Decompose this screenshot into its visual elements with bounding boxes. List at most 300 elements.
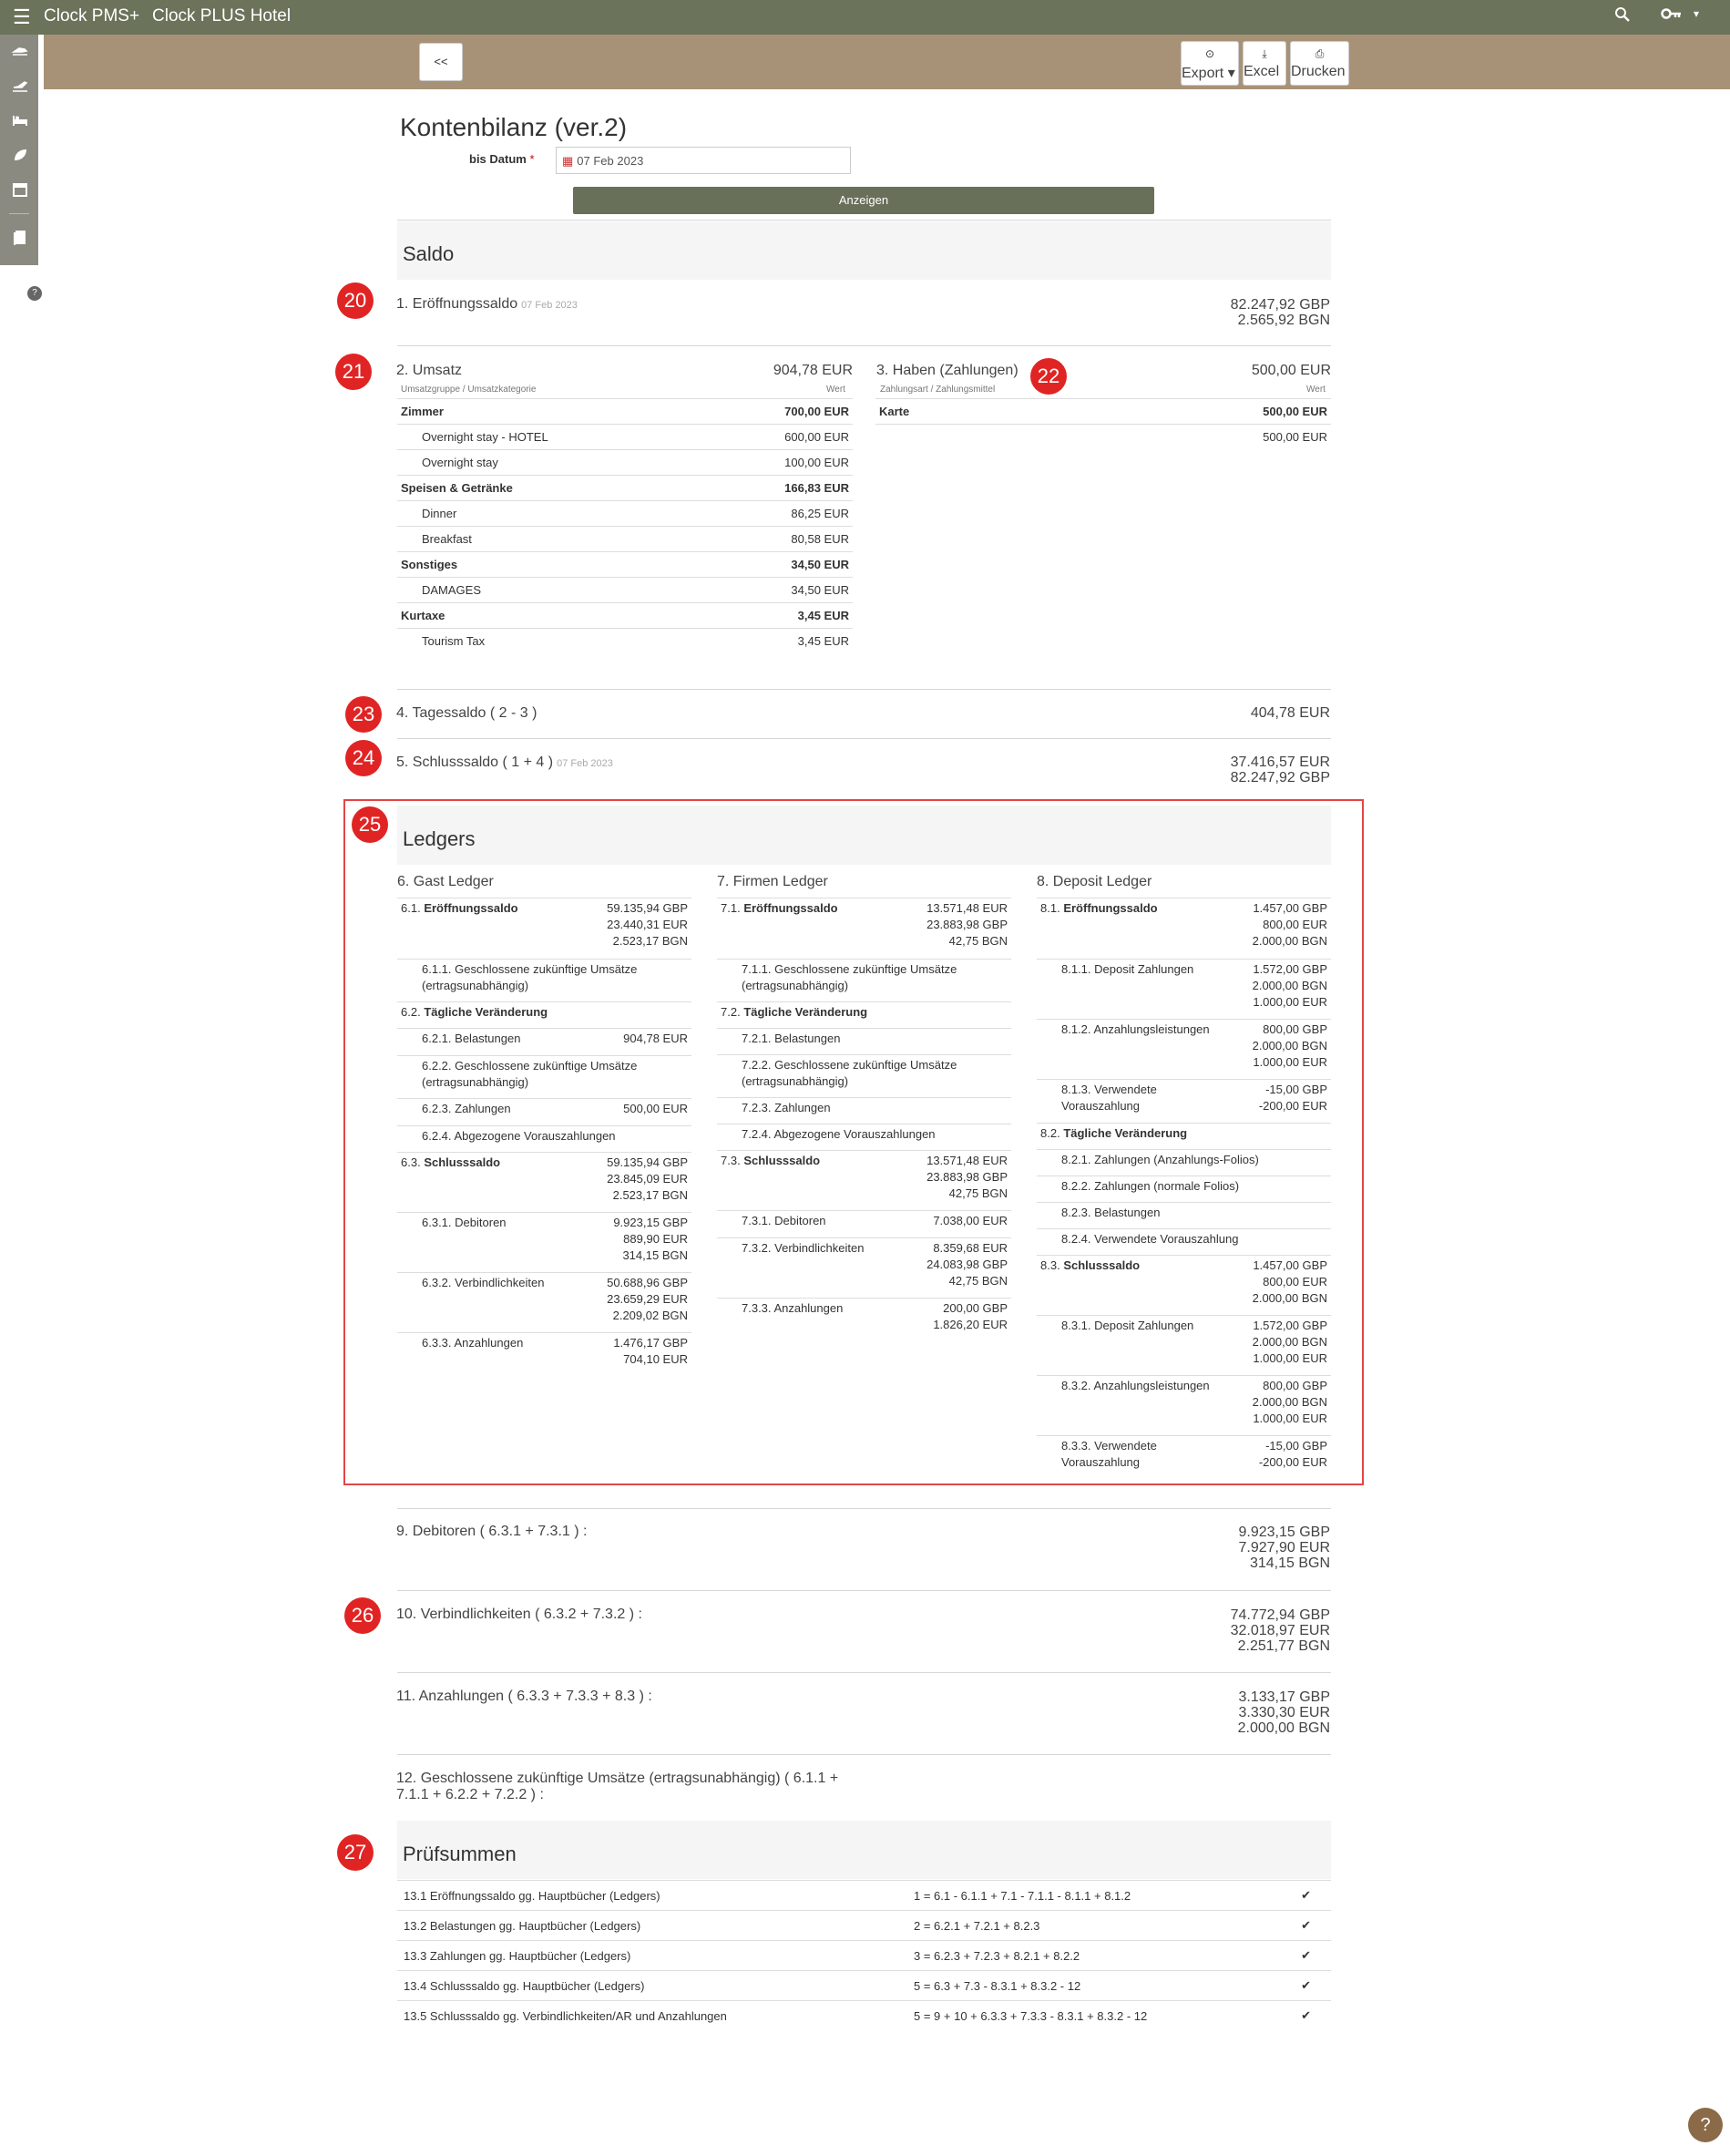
ledger-row-name (1040, 1205, 1298, 1221)
ledger-row-number: 8.3. (1040, 1258, 1060, 1272)
show-button[interactable]: Anzeigen (573, 187, 1154, 214)
ledger-row-number: 7.3.2. (742, 1241, 772, 1255)
value: 1.572,00 GBP (1253, 962, 1327, 976)
value: 314,15 BGN (622, 1248, 688, 1262)
ledger-row-name (1040, 1178, 1298, 1195)
ledger-row-values (1253, 1378, 1327, 1427)
value: 2.000,00 BGN (1237, 1720, 1330, 1736)
deposits-label: 11. Anzahlungen ( 6.3.3 + 7.3.3 + 8.3 ) : (396, 1689, 652, 1704)
date-value: 07 Feb 2023 (577, 154, 644, 168)
ledger-row-name (721, 900, 889, 917)
row-name: DAMAGES (397, 578, 708, 603)
ledger-row-values (926, 900, 1008, 950)
value: 1.000,00 EUR (1253, 1351, 1327, 1365)
payments-total: 500,00 EUR (1251, 363, 1331, 378)
ledger-row-number: 8.2. (1040, 1126, 1060, 1140)
table-row (397, 629, 853, 654)
export-button[interactable] (1181, 41, 1239, 86)
ledger-row (717, 898, 1011, 959)
value: 1.457,00 GBP (1253, 901, 1327, 915)
ledger-row-label: Zahlungen (455, 1102, 511, 1115)
ledger-row-label: Abgezogene Vorauszahlungen (773, 1127, 936, 1141)
table-row (397, 450, 853, 476)
row-name: Speisen & Getränke (397, 476, 708, 501)
row-value: 500,00 EUR (1032, 425, 1331, 450)
ledger-row-name (401, 1031, 590, 1047)
ledger-row-label: Anzahlungsleistungen (1093, 1379, 1210, 1392)
ledger-row (717, 1124, 1011, 1150)
value: 2.000,00 BGN (1252, 934, 1327, 948)
ledger-row-number: 6.3.1. (422, 1216, 452, 1229)
value: 2.000,00 BGN (1252, 1395, 1327, 1409)
row-name: Overnight stay - HOTEL (397, 425, 708, 450)
ledger-row (397, 1332, 691, 1376)
table-group-row (397, 399, 853, 425)
check-row (397, 2001, 1331, 2031)
divider (397, 738, 1331, 739)
ledger-row-label: Verwendete Vorauszahlung (1094, 1232, 1239, 1246)
ledger-row-number: 7.1.1. (742, 962, 772, 976)
row-value: 166,83 EUR (708, 476, 853, 501)
date-field[interactable] (556, 147, 851, 174)
ledger-row-name (721, 1153, 889, 1169)
value: 82.247,92 GBP (1230, 770, 1330, 785)
ledger-row-label: Abgezogene Vorauszahlungen (454, 1129, 616, 1143)
ledger-row (1037, 1315, 1331, 1375)
value: 23.845,09 EUR (607, 1172, 688, 1186)
ledger-row (717, 1054, 1011, 1097)
ledger-row-name (401, 1275, 590, 1291)
value: 42,75 BGN (948, 1186, 1008, 1200)
export-label: Export ▾ (1182, 66, 1235, 81)
value: -15,00 GBP (1265, 1083, 1327, 1096)
value: 1.000,00 EUR (1253, 1412, 1327, 1425)
ledger-row-number: 8.1.1. (1061, 962, 1091, 976)
ledger-row-number: 8.2.1. (1061, 1153, 1091, 1166)
required-mark: * (529, 152, 535, 166)
ledger-row-label: Verbindlichkeiten (455, 1276, 545, 1289)
ledger-row-label: Tägliche Veränderung (743, 1005, 868, 1019)
table-group-row (397, 552, 853, 578)
ledger-row-label: Schlusssaldo (1063, 1258, 1141, 1272)
export-icon: ⊙ (1204, 47, 1215, 60)
value: 74.772,94 GBP (1230, 1607, 1330, 1623)
ledger-row (717, 1150, 1011, 1210)
ledger-row-values (607, 1275, 688, 1324)
ledger-row-number: 7.2.1. (742, 1032, 772, 1045)
ledger-row-label: Eröffnungssaldo (424, 901, 518, 915)
value: 13.571,48 EUR (926, 1154, 1008, 1167)
daily-balance-value: 404,78 EUR (1250, 705, 1330, 721)
value: 2.000,00 BGN (1252, 979, 1327, 992)
row-name: Overnight stay (397, 450, 708, 476)
ledger-row-label: Eröffnungssaldo (1063, 901, 1158, 915)
value: 9.923,15 GBP (1238, 1525, 1330, 1540)
ledger-row-label: Debitoren (774, 1214, 826, 1227)
ledger-row-label: Geschlossene zukünftige Umsätze (ertragsunabhängig) (422, 962, 638, 992)
ledger-row-name (401, 1155, 569, 1171)
value: 904,78 EUR (623, 1032, 688, 1045)
check-formula: 5 = 6.3 + 7.3 - 8.3.1 + 8.3.2 - 12 (907, 1971, 1276, 2001)
ledger-row (397, 959, 691, 1001)
value: 24.083,98 GBP (926, 1258, 1008, 1271)
ledger-row-name (1040, 900, 1209, 917)
liabilities-values (1148, 1607, 1330, 1654)
ledger-row-label: Zahlungen (774, 1101, 831, 1114)
ledger-row-label: Anzahlungen (454, 1336, 524, 1350)
ledger-row-number: 7.3.1. (742, 1214, 772, 1227)
row-value: 80,58 EUR (708, 527, 853, 552)
ledger-row-number: 6.2.1. (422, 1032, 452, 1045)
ledger-row-number: 8.1.3. (1061, 1083, 1091, 1096)
row-value: 34,50 EUR (708, 578, 853, 603)
book-icon[interactable] (10, 230, 30, 248)
marker-badge: 25 (352, 806, 388, 843)
ledger-row-number: 6.3.2. (422, 1276, 452, 1289)
ledger-row-values (607, 1155, 688, 1204)
ledger-row (1037, 1228, 1331, 1255)
checks-header (397, 1821, 1331, 1879)
ledger-row (397, 1212, 691, 1272)
row-value: 86,25 EUR (708, 501, 853, 527)
revenue-label: 2. Umsatz (396, 363, 463, 378)
ledger-row-values (1253, 1318, 1327, 1367)
ledger-row-number: 7.2.2. (742, 1058, 772, 1072)
ledger-row-name (721, 1031, 978, 1047)
ledger-row (717, 1028, 1011, 1054)
ledger-row-number: 8.2.3. (1061, 1206, 1091, 1219)
closing-balance-values (1148, 755, 1330, 785)
liabilities-label: 10. Verbindlichkeiten ( 6.3.2 + 7.3.2 ) : (396, 1607, 642, 1622)
value: 2.523,17 BGN (612, 1188, 688, 1202)
ledger-row-name (1040, 961, 1230, 978)
ledger-row-name (721, 1004, 957, 1021)
check-formula: 1 = 6.1 - 6.1.1 + 7.1 - 7.1.1 - 8.1.1 + 8.1.2 (907, 1881, 1276, 1911)
ledgers-header (397, 806, 1331, 865)
ledger-row-label: Belastungen (774, 1032, 841, 1045)
marker-badge: 27 (337, 1834, 374, 1871)
divider (397, 345, 1331, 346)
ledger-row-number: 6.2.4. (422, 1129, 452, 1143)
ledger-row-number: 6.2. (401, 1005, 421, 1019)
bed-icon[interactable] (10, 113, 30, 131)
check-row (397, 1941, 1331, 1971)
ledger-row (397, 1272, 691, 1332)
table-row (397, 527, 853, 552)
app-name[interactable]: Clock PMS+ (44, 6, 140, 26)
ledger-row (717, 1097, 1011, 1124)
date-label (469, 152, 535, 166)
value: 82.247,92 GBP (1230, 297, 1330, 313)
ledger-row-values (1253, 900, 1327, 950)
ledger-row-label: Deposit Zahlungen (1094, 962, 1194, 976)
excel-button[interactable] (1243, 41, 1286, 86)
value: 2.000,00 BGN (1252, 1039, 1327, 1052)
check-mark-icon: ✔ (1276, 1911, 1331, 1941)
saldo-header (397, 221, 1331, 280)
ledger-row-label: Schlusssaldo (743, 1154, 821, 1167)
daily-balance-label: 4. Tagessaldo ( 2 - 3 ) (396, 705, 537, 721)
ledger-row-name (721, 1126, 978, 1143)
ledger-row-values (623, 1031, 688, 1047)
value: 1.000,00 EUR (1253, 1055, 1327, 1069)
check-formula: 2 = 6.2.1 + 7.2.1 + 8.2.3 (907, 1911, 1276, 1941)
check-name: 13.3 Zahlungen gg. Hauptbücher (Ledgers) (397, 1941, 907, 1971)
value: -200,00 EUR (1258, 1455, 1327, 1469)
row-name: Zimmer (397, 399, 708, 425)
ledgers-title: Ledgers (403, 827, 476, 850)
ledger-row (717, 1298, 1011, 1341)
payments-col-value: Wert (1306, 385, 1326, 395)
value: 2.209,02 BGN (612, 1309, 688, 1322)
value: 23.883,98 GBP (926, 1170, 1008, 1184)
deposits-values (1148, 1689, 1330, 1736)
print-button[interactable] (1290, 41, 1349, 86)
calendar-icon: ▦ (562, 154, 574, 168)
ledger-row-label: Verwendete Vorauszahlung (1061, 1083, 1157, 1113)
ledger-row-name (401, 961, 659, 994)
deposit-ledger (1037, 873, 1331, 1479)
ledger-row (1037, 1149, 1331, 1176)
ledger-row-label: Tägliche Veränderung (424, 1005, 548, 1019)
value: 3.133,17 GBP (1238, 1689, 1330, 1705)
ledger-row (1037, 959, 1331, 1019)
value: 800,00 GBP (1263, 1022, 1327, 1036)
back-button[interactable]: << (419, 43, 463, 81)
ledger-row-name (721, 1300, 910, 1317)
divider (397, 1672, 1331, 1673)
ledger-row-values (1253, 1022, 1327, 1071)
ledger-row (397, 1001, 691, 1028)
ledger-row (1037, 1255, 1331, 1315)
value: 2.523,17 BGN (612, 934, 688, 948)
ledger-row-number: 7.2.3. (742, 1101, 772, 1114)
ledger-row-label: Schlusssaldo (424, 1155, 501, 1169)
help-button[interactable]: ? (1688, 2108, 1723, 2142)
payments-table (875, 398, 1331, 450)
ledger-row-number: 7.1. (721, 901, 741, 915)
row-name (875, 425, 1032, 450)
ledger-row (397, 1055, 691, 1098)
chevron-down-icon[interactable]: ▾ (1694, 7, 1700, 20)
menu-icon[interactable]: ☰ (13, 5, 31, 28)
value: 9.923,15 GBP (613, 1216, 688, 1229)
leaf-icon[interactable] (10, 148, 30, 166)
ledger-row-name (1040, 1378, 1230, 1394)
table-group-row (397, 603, 853, 629)
ledger-row-number: 8.1.2. (1061, 1022, 1091, 1036)
ledger-row-name (401, 1058, 659, 1091)
check-mark-icon: ✔ (1276, 1941, 1331, 1971)
value: 800,00 GBP (1263, 1379, 1327, 1392)
table-row (397, 501, 853, 527)
ledger-row-number: 6.1. (401, 901, 421, 915)
row-name: Tourism Tax (397, 629, 708, 654)
company-ledger-title: 7. Firmen Ledger (717, 873, 1011, 898)
ledger-row (1037, 898, 1331, 959)
value: 2.000,00 BGN (1252, 1291, 1327, 1305)
value: -15,00 GBP (1265, 1439, 1327, 1453)
ledger-row (1037, 1375, 1331, 1435)
ledger-row-name (721, 1100, 978, 1116)
value: 59.135,94 GBP (607, 901, 688, 915)
checks-table (397, 1880, 1331, 2031)
row-name: Dinner (397, 501, 708, 527)
key-icon[interactable] (1661, 5, 1683, 27)
ledger-row-label: Zahlungen (Anzahlungs-Folios) (1094, 1153, 1259, 1166)
ledger-row-name (1040, 1082, 1230, 1114)
value: 42,75 BGN (948, 934, 1008, 948)
revenue-col-value: Wert (826, 385, 845, 395)
row-name: Karte (875, 399, 1032, 425)
ledger-row-label: Belastungen (1094, 1206, 1161, 1219)
ledger-row (397, 898, 691, 959)
ledger-row-values (613, 1215, 688, 1264)
marker-badge: 24 (345, 740, 382, 776)
ledger-row-label: Eröffnungssaldo (743, 901, 838, 915)
opening-balance-text: 1. Eröffnungssaldo (396, 296, 518, 312)
ledger-row (1037, 1019, 1331, 1079)
revenue-total: 904,78 EUR (773, 363, 853, 378)
opening-balance-date: 07 Feb 2023 (521, 300, 578, 311)
arrival-icon[interactable] (10, 44, 30, 62)
hotel-name[interactable]: Clock PLUS Hotel (152, 6, 292, 26)
value: 889,90 EUR (623, 1232, 688, 1246)
checks-title: Prüfsummen (403, 1843, 517, 1865)
future-revenue-line: 12. Geschlossene zukünftige Umsätze (ertragsunabhängig) ( 6.1.1 + (396, 1771, 839, 1786)
toolbar (44, 35, 1730, 89)
calendar-icon[interactable] (10, 182, 30, 200)
value: 2.251,77 BGN (1237, 1638, 1330, 1654)
closing-balance-date: 07 Feb 2023 (557, 758, 613, 769)
top-bar (0, 0, 1730, 35)
ledger-row (717, 959, 1011, 1001)
excel-label: Excel (1244, 64, 1280, 79)
closing-balance-text: 5. Schlusssaldo ( 1 + 4 ) (396, 755, 554, 770)
ledger-row-values (1253, 961, 1327, 1011)
value: 23.659,29 EUR (607, 1292, 688, 1306)
ledger-row (397, 1152, 691, 1212)
ledger-row-name (721, 1213, 910, 1229)
opening-balance-label (396, 296, 578, 313)
value: -200,00 EUR (1258, 1099, 1327, 1113)
ledger-row (1037, 1176, 1331, 1202)
ledger-row-number: 6.2.3. (422, 1102, 452, 1115)
value: 2.565,92 BGN (1237, 313, 1330, 328)
ledger-row-number: 7.3. (721, 1154, 741, 1167)
value: 1.457,00 GBP (1253, 1258, 1327, 1272)
ledger-row-label: Zahlungen (normale Folios) (1094, 1179, 1240, 1193)
future-revenue-label (396, 1771, 838, 1803)
check-formula: 5 = 9 + 10 + 6.3.3 + 7.3.3 - 8.3.1 + 8.3.2 - 12 (907, 2001, 1276, 2031)
ledger-row-name (401, 1101, 590, 1117)
saldo-title: Saldo (403, 242, 455, 265)
table-group-row (397, 476, 853, 501)
value: 23.883,98 GBP (926, 918, 1008, 931)
date-label-text: bis Datum (469, 152, 527, 166)
ledger-row-label: Belastungen (455, 1032, 521, 1045)
row-value: 500,00 EUR (1032, 399, 1331, 425)
guest-ledger-title: 6. Gast Ledger (397, 873, 691, 898)
ledger-row-label: Debitoren (455, 1216, 507, 1229)
departure-icon[interactable] (10, 78, 30, 97)
check-mark-icon: ✔ (1276, 1881, 1331, 1911)
check-row (397, 1881, 1331, 1911)
sidebar (0, 35, 38, 298)
ledger-row-label: Tägliche Veränderung (1063, 1126, 1188, 1140)
ledger-row-values (1259, 1082, 1327, 1114)
value: 1.476,17 GBP (613, 1336, 688, 1350)
ledger-row-values (1259, 1438, 1327, 1471)
deposit-ledger-title: 8. Deposit Ledger (1037, 873, 1331, 898)
ledger-row-number: 7.3.3. (742, 1301, 772, 1315)
ledger-row-values (623, 1101, 688, 1117)
opening-balance-values (1148, 297, 1330, 328)
check-mark-icon: ✔ (1276, 2001, 1331, 2031)
row-value: 600,00 EUR (708, 425, 853, 450)
value: 37.416,57 EUR (1230, 755, 1330, 770)
ledger-row-name (1040, 1022, 1230, 1038)
ledger-row (397, 1098, 691, 1125)
marker-badge: 23 (345, 696, 382, 733)
check-row (397, 1971, 1331, 2001)
ledger-row-number: 8.2.2. (1061, 1179, 1091, 1193)
ledger-row-values (607, 900, 688, 950)
divider (397, 220, 1331, 221)
future-revenue-line: 7.1.1 + 6.2.2 + 7.2.2 ) : (396, 1787, 544, 1802)
check-row (397, 1911, 1331, 1941)
ledger-row-label: Geschlossene zukünftige Umsätze (ertragsunabhängig) (742, 1058, 957, 1088)
value: 42,75 BGN (948, 1274, 1008, 1288)
ledger-row-number: 8.3.1. (1061, 1319, 1091, 1332)
ledger-row-values (926, 1153, 1008, 1202)
revenue-col-category: Umsatzgruppe / Umsatzkategorie (401, 385, 537, 395)
ledger-row-values (926, 1240, 1008, 1289)
divider (397, 1754, 1331, 1755)
ledger-row-name (721, 1240, 910, 1257)
ledger-row-number: 7.2.4. (742, 1127, 772, 1141)
ledger-row-number: 6.1.1. (422, 962, 452, 976)
ledger-row-label: Anzahlungen (773, 1301, 844, 1315)
ledger-row-name (401, 900, 569, 917)
check-mark-icon: ✔ (1276, 1971, 1331, 2001)
table-row (397, 578, 853, 603)
search-icon[interactable] (1614, 6, 1631, 28)
value: 1.572,00 GBP (1253, 1319, 1327, 1332)
table-group-row (875, 399, 1331, 425)
value: 704,10 EUR (623, 1352, 688, 1366)
help-icon[interactable]: ? (27, 286, 42, 301)
company-ledger (717, 873, 1011, 1341)
ledger-row-name (401, 1335, 590, 1351)
download-icon: ⤓ (1262, 47, 1267, 60)
ledger-row-name (721, 961, 978, 994)
ledger-row-number: 6.2.2. (422, 1059, 452, 1073)
marker-badge: 20 (337, 282, 374, 319)
marker-badge: 22 (1030, 358, 1067, 395)
row-value: 700,00 EUR (708, 399, 853, 425)
check-name: 13.4 Schlusssaldo gg. Hauptbücher (Ledgers) (397, 1971, 907, 2001)
row-value: 100,00 EUR (708, 450, 853, 476)
ledger-row (397, 1125, 691, 1152)
row-name: Kurtaxe (397, 603, 708, 629)
row-value: 34,50 EUR (708, 552, 853, 578)
value: 23.440,31 EUR (607, 918, 688, 931)
payments-label: 3. Haben (Zahlungen) (876, 363, 1019, 378)
ledger-row-values (613, 1335, 688, 1368)
table-row (875, 425, 1331, 450)
ledger-row-name (721, 1057, 978, 1090)
